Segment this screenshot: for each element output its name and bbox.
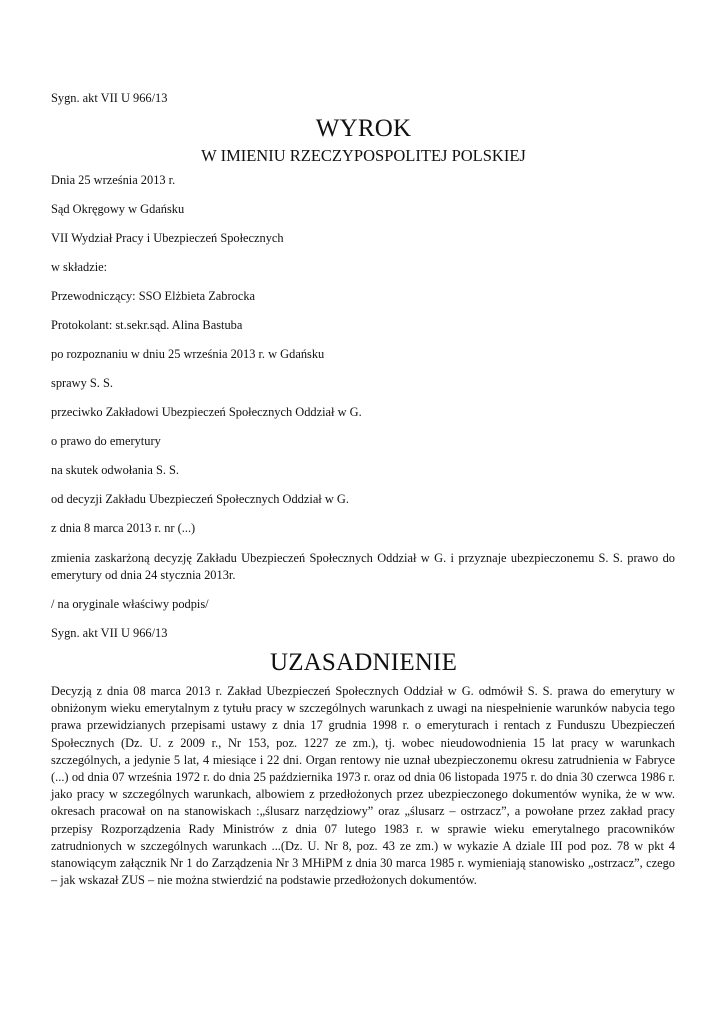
appealed-decision: od decyzji Zakładu Ubezpieczeń Społecznych Oddział w G.	[51, 492, 349, 506]
verdict-subtitle: W IMIENIU RZECZYPOSPOLITEJ POLSKIEJ	[201, 146, 526, 165]
presiding-judge: Przewodniczący: SSO Elżbieta Zabrocka	[51, 289, 256, 303]
justification-paragraph: Decyzją z dnia 08 marca 2013 r. Zakład Ubezpieczeń Społecznych Oddział w G. odmówił S. S. prawa do emerytury w obniżonym wieku emerytalnym z tytułu pracy w szczególnych warunkach z uwagi na niespełnienie warunków nabycia tego prawa przewidzianych przepisami ustawy z dnia 17 grudnia 1998 r. o emeryturach i rentach z Funduszu Ubezpieczeń Społecznych (Dz. U. z 2009 r., Nr 153, poz. 1227 ze zm.), tj. wobec nieudowodnienia 15 lat pracy w warunkach szczególnych, a jedynie 5 lat, 4 miesiące i 22 dni. Organ rentowy nie uznał ubezpieczonemu okresu zatrudnienia w Fabryce (...) od dnia 07 września 1972 r. do dnia 25 października 1973 r. oraz od dnia 06 listopada 1975 r. do dnia 30 czerwca 1986 r. jako pracy w szczególnych warunkach, albowiem z przedłożonych przez ubezpieczonego dokumentów wynika, że w ww. okresach pracował on na stanowiskach :„ślusarz narzędziowy” oraz „ślusarz – ostrzacz”, a powołane przez zakład pracy przepisy Rozporządzenia Rady Ministrów z dnia 07 lutego 1983 r. w sprawie wieku emerytalnego pracowników zatrudnionych w szczególnych warunkach ...(Dz. U. Nr 8, poz. 43 ze zm.) w wykazie A dziale III pod poz. 78 w pkt 4 stanowiącym załącznik Nr 1 do Zarządzenia Nr 3 MHiPM z dnia 30 marca 1985 r. wymieniają stanowisko „ostrzacz”, czego – jak wskazał ZUS – nie można stwierdzić na podstawie przedłożonych dokumentów.	[51, 684, 675, 888]
composition-label: w składzie:	[51, 260, 108, 274]
appeal-by: na skutek odwołania S. S.	[51, 463, 180, 477]
case-party: sprawy S. S.	[51, 376, 113, 390]
signature-note: / na oryginale właściwy podpis/	[51, 597, 209, 611]
hearing-info: po rozpoznaniu w dniu 25 września 2013 r. w Gdańsku	[51, 347, 325, 361]
justification-title: UZASADNIENIE	[269, 649, 458, 676]
court-name: Sąd Okręgowy w Gdańsku	[51, 202, 185, 216]
verdict-title: WYROK	[315, 115, 412, 142]
court-division: VII Wydział Pracy i Ubezpieczeń Społecznych	[51, 231, 284, 245]
decision-date: z dnia 8 marca 2013 r. nr (...)	[51, 521, 196, 535]
verdict-ruling: zmienia zaskarżoną decyzję Zakładu Ubezpieczeń Społecznych Oddział w G. i przyznaje ubezpieczonemu S. S. prawo do emerytury od dnia 24 stycznia 2013r.	[51, 551, 675, 583]
case-subject: o prawo do emerytury	[51, 434, 161, 448]
court-clerk: Protokolant: st.sekr.sąd. Alina Bastuba	[51, 318, 243, 332]
case-opponent: przeciwko Zakładowi Ubezpieczeń Społecznych Oddział w G.	[51, 405, 362, 419]
case-reference-second: Sygn. akt VII U 966/13	[51, 626, 168, 640]
verdict-date: Dnia 25 września 2013 r.	[51, 173, 176, 187]
case-reference-top: Sygn. akt VII U 966/13	[51, 91, 168, 105]
